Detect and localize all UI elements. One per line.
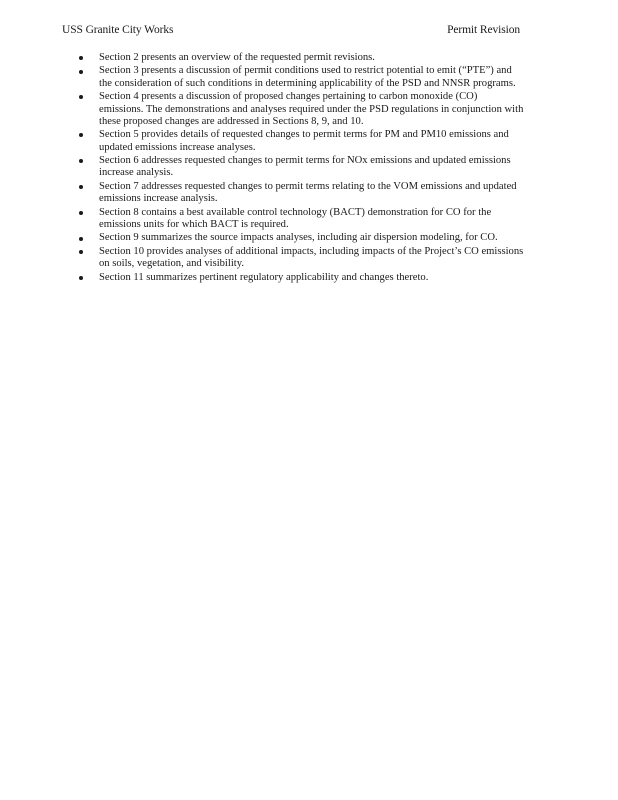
bullet-icon: [62, 232, 99, 244]
bullet-icon: [62, 65, 99, 77]
section-summary-list: [62, 52, 524, 285]
list-item: [62, 65, 524, 90]
bullet-icon: [62, 155, 99, 167]
list-item-text: Section 9 summarizes the source impacts analyses, including air dispersion modeling, for CO.: [99, 232, 498, 244]
list-item-text: Section 5 provides details of requested changes to permit terms for PM and PM10 emissions and updated emissions increase analyses.: [99, 129, 509, 153]
list-item: [62, 207, 524, 232]
list-item: [62, 272, 524, 284]
list-item: [62, 181, 524, 206]
bullet-icon: [62, 91, 99, 103]
page-header: [62, 23, 520, 37]
list-item-text: Section 3 presents a discussion of permit conditions used to restrict potential to emit (“PTE”) and the consideration of such conditions in determining applicability of the PSD and NNSR programs.: [99, 65, 516, 89]
list-item: [62, 52, 524, 64]
header-company: USS Granite City Works: [62, 24, 174, 36]
list-item-text: Section 6 addresses requested changes to permit terms for NOx emissions and updated emissions increase analysis.: [99, 155, 511, 179]
bullet-icon: [62, 207, 99, 219]
list-item-text: Section 4 presents a discussion of proposed changes pertaining to carbon monoxide (CO) emissions. The demonstrations and analyses required under the PSD regulations in conjunction with these proposed changes are addressed in Sections 8, 9, and 10.: [99, 91, 524, 127]
list-item-text: Section 7 addresses requested changes to permit terms relating to the VOM emissions and updated emissions increase analysis.: [99, 180, 517, 205]
list-item-text: Section 8 contains a best available control technology (BACT) demonstration for CO for the emissions units for which BACT is required.: [99, 206, 492, 230]
list-item-text: Section 10 provides analyses of additional impacts, including impacts of the Project’s CO emissions on soils, vegetation, and visibility.: [99, 245, 524, 270]
list-item: [62, 246, 524, 271]
list-item: [62, 232, 524, 244]
list-item: [62, 155, 524, 180]
bullet-icon: [62, 52, 99, 64]
list-item-text: Section 2 presents an overview of the requested permit revisions.: [99, 52, 375, 63]
bullet-icon: [62, 246, 99, 258]
list-item-text: Section 11 summarizes pertinent regulatory applicability and changes thereto.: [99, 271, 429, 283]
bullet-icon: [62, 181, 99, 193]
header-document-type: Permit Revision: [447, 24, 520, 36]
list-item: [62, 91, 524, 128]
bullet-icon: [62, 272, 99, 284]
list-item: [62, 129, 524, 154]
bullet-icon: [62, 129, 99, 141]
